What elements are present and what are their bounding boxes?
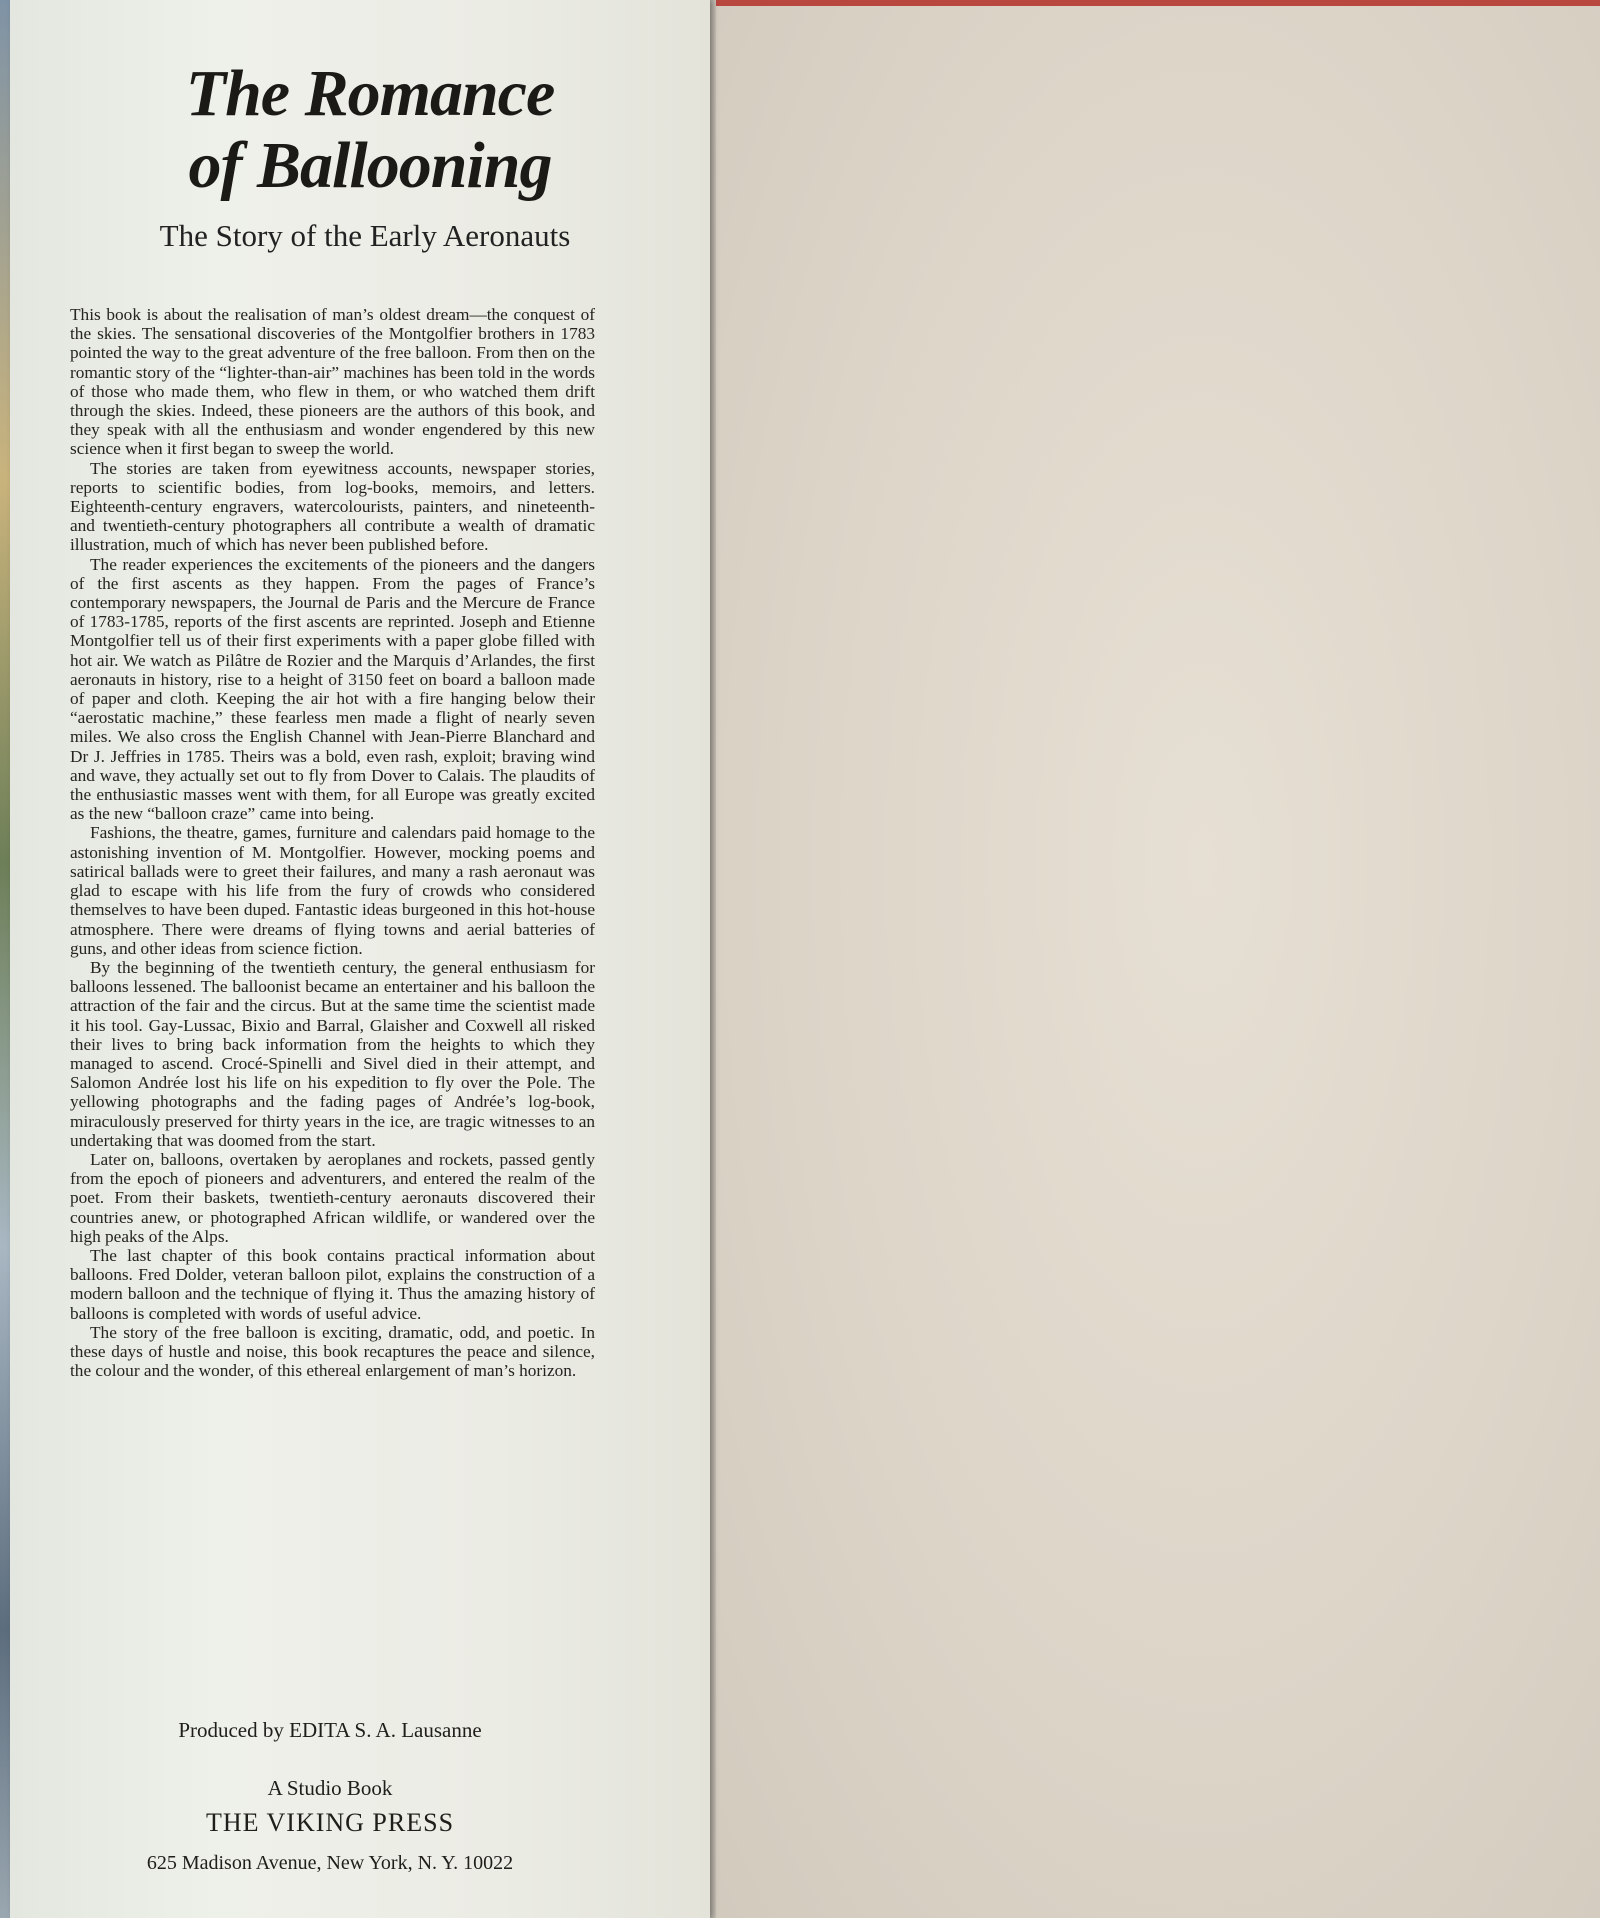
jacket-flap bbox=[10, 0, 710, 1918]
publisher-name: THE VIKING PRESS bbox=[205, 1808, 455, 1837]
blurb-paragraph-3: The reader experiences the excitements of the pioneers and the dangers of the first ascents as they happen. From the pages of France’s contemporary newspapers, the Journal de Paris and the Mercure de France of 1783-1785, reports of the first ascents are reprinted. Joseph and Etienne Montgolfier tell us of their first experiments with a paper globe filled with hot air. We watch as Pilâtre de Rozier and the Marquis d’Arlandes, the first aeronauts in history, rise to a height of 3150 feet on board a balloon made of paper and cloth. Keeping the air hot with a fire hanging below their “aerostatic machine,” these fearless men made a flight of nearly seven miles. We also cross the English Channel with Jean-Pierre Blanchard and Dr J. Jeffries in 1785. Theirs was a bold, even rash, exploit; braving wind and wave, they actually set out to fly from Dover to Calais. The plaudits of the enthusiastic masses went with them, for all Europe was greatly excited as the new “balloon craze” came into being. bbox=[70, 554, 595, 824]
blurb-paragraph-8: The story of the free balloon is exciting, dramatic, odd, and poetic. In these days of hustle and noise, this book recaptures the peace and silence, the colour and the wonder, of this ethereal enlargement of man’s horizon. bbox=[70, 1322, 595, 1381]
studio-book-line: A Studio Book bbox=[267, 1776, 393, 1800]
blurb-paragraph-2: The stories are taken from eyewitness accounts, newspaper stories, reports to scientific bodies, from log-books, memoirs, and letters. Eighteenth-century engravers, watercolourists, painters, and nineteenth- and twentieth-century photographers all contribute a wealth of dramatic illustration, much of which has never been published before. bbox=[70, 458, 595, 555]
producer-credit: Produced by EDITA S. A. Lausanne bbox=[178, 1718, 482, 1742]
binding-edge bbox=[704, 0, 1600, 6]
book-title bbox=[90, 58, 650, 202]
book-subtitle: The Story of the Early Aeronauts bbox=[159, 218, 571, 253]
title-line-2: of Ballooning bbox=[188, 129, 552, 202]
blurb-paragraph-1: This book is about the realisation of man’s oldest dream—the conquest of the skies. The sensational discoveries of the Montgolfier brothers in 1783 pointed the way to the great adventure of the free balloon. From then on the romantic story of the “lighter-than-air” machines has been told in the words of those who made them, who flew in them, or who watched them drift through the skies. Indeed, these pioneers are the authors of this book, and they speak with all the enthusiasm and wonder engendered by this new science when it first began to sweep the world. bbox=[70, 305, 595, 459]
blurb-text bbox=[70, 305, 595, 1380]
endpaper bbox=[716, 0, 1600, 1918]
blurb-paragraph-6: Later on, balloons, overtaken by aeroplanes and rockets, passed gently from the epoch of pioneers and adventurers, and entered the realm of the poet. From their baskets, twentieth-century aeronauts discovered their countries anew, or photographed African wildlife, or wandered over the high peaks of the Alps. bbox=[70, 1149, 595, 1246]
publisher-address: 625 Madison Avenue, New York, N. Y. 10022 bbox=[146, 1852, 514, 1874]
blurb-paragraph-5: By the beginning of the twentieth century, the general enthusiasm for balloons lessened. The balloonist became an entertainer and his balloon the attraction of the fair and the circus. But at the same time the scientist made it his tool. Gay-Lussac, Bixio and Barral, Glaisher and Coxwell all risked their lives to bring back information from the heights to which they managed to ascend. Crocé-Spinelli and Sivel died in their attempt, and Salomon Andrée lost his life on his expedition to fly over the Pole. The yellowing photographs and the fading pages of Andrée’s log-book, miraculously preserved for thirty years in the ice, are tragic witnesses to an undertaking that was doomed from the start. bbox=[70, 957, 595, 1150]
blurb-paragraph-4: Fashions, the theatre, games, furniture and calendars paid homage to the astonishing invention of M. Montgolfier. However, mocking poems and satirical ballads were to greet their failures, and many a rash aeronaut was glad to escape with his life from the fury of crowds who considered themselves to have been duped. Fantastic ideas burgeoned in this hot-house atmosphere. There were dreams of flying towns and aerial batteries of guns, and other ideas from science fiction. bbox=[70, 823, 595, 958]
blurb-paragraph-7: The last chapter of this book contains practical information about balloons. Fred Dolder, veteran balloon pilot, explains the construction of a modern balloon and the technique of flying it. Thus the amazing history of balloons is completed with words of useful advice. bbox=[70, 1245, 595, 1323]
title-line-1: The Romance bbox=[185, 57, 555, 130]
